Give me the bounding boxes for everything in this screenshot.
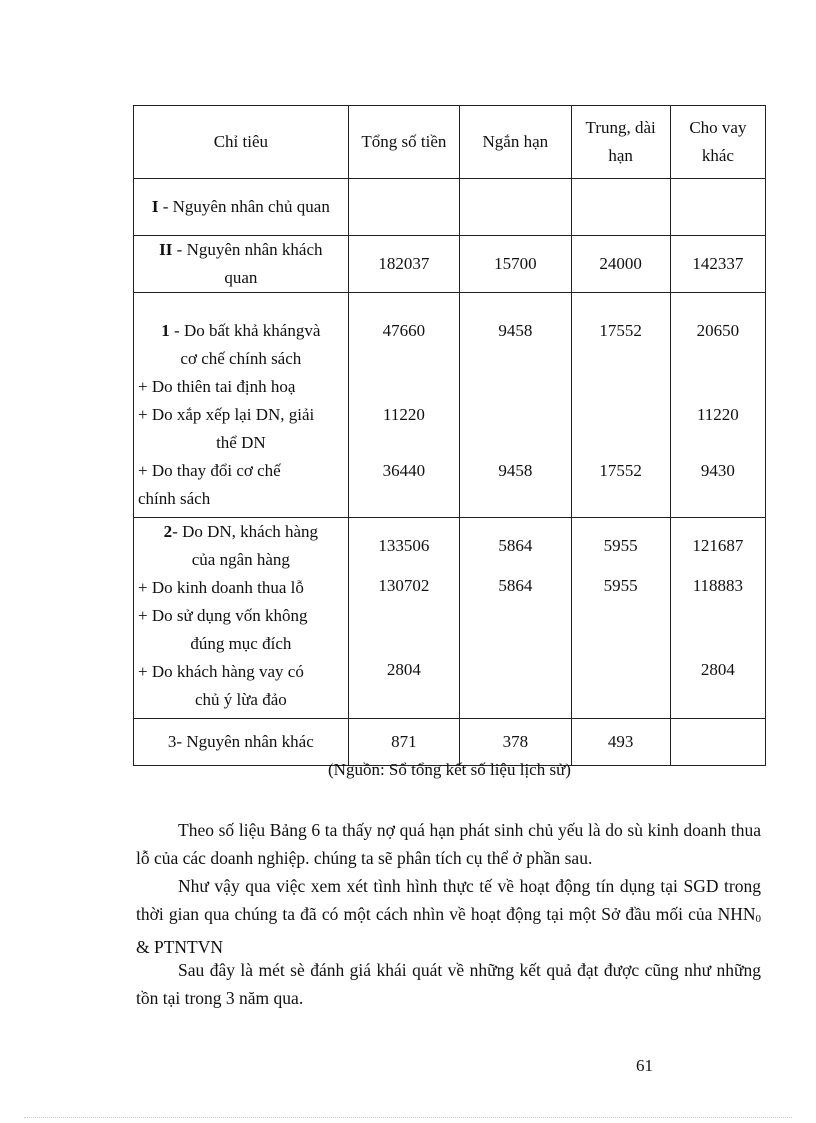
header-trung-dai-han: Trung, dài hạn <box>571 106 670 179</box>
row-ii-total: 182037 <box>348 236 459 293</box>
paragraph-1: Theo số liệu Bảng 6 ta thấy nợ quá hạn phát sinh chủ yếu là do sù kinh doanh thua lỗ của các doanh nghiệp. chúng ta sẽ phân tích cụ thể ở phần sau. <box>136 820 761 868</box>
header-cho-vay-khac: Cho vay khác <box>670 106 765 179</box>
row-3-other <box>670 719 765 766</box>
group1-short-col: 9458 9458 <box>460 293 571 518</box>
row-3-medium: 493 <box>571 719 670 766</box>
overdue-debt-table <box>133 105 766 766</box>
table-header-row <box>134 106 766 179</box>
paragraph-2: Như vậy qua việc xem xét tình hình thực tế về hoạt động tín dụng tại SGD trong thời gian qua chúng ta đã có một cách nhìn về hoạt động tại một Sở đầu mối của NHN0 & PTNTVN <box>136 876 761 957</box>
table-row <box>134 179 766 236</box>
row-3-label: 3- Nguyên nhân khác <box>134 719 349 766</box>
group2-medium-col: 5955 5955 <box>571 518 670 719</box>
table-row <box>134 518 766 719</box>
group1-other-col: 20650 11220 9430 <box>670 293 765 518</box>
table-row <box>134 236 766 293</box>
group1-medium-col: 17552 17552 <box>571 293 670 518</box>
table-source-note: (Nguồn: Sổ tổng kết số liệu lịch sử) <box>328 760 571 779</box>
row-ii-label: II - Nguyên nhân khách quan <box>134 236 349 293</box>
row-ii-medium: 24000 <box>571 236 670 293</box>
group1-labels: 1 - Do bất khả khángvà cơ chế chính sách + Do thiên tai định hoạ + Do xắp xếp lại DN, giải thể DN + Do thay đổi cơ chế chính sách <box>134 293 349 518</box>
page-number: 61 <box>636 1056 653 1075</box>
table-row <box>134 293 766 518</box>
row-ii-other: 142337 <box>670 236 765 293</box>
row-3-total: 871 <box>348 719 459 766</box>
row-i-label: I - Nguyên nhân chủ quan <box>134 179 349 236</box>
header-tong-so-tien: Tổng số tiền <box>348 106 459 179</box>
group2-total-col: 133506 130702 2804 <box>348 518 459 719</box>
group2-short-col: 5864 5864 <box>460 518 571 719</box>
group2-labels: 2- Do DN, khách hàng của ngân hàng + Do kinh doanh thua lỗ + Do sử dụng vốn không đúng mục đích + Do khách hàng vay có chủ ý lừa đảo <box>134 518 349 719</box>
header-chi-tieu: Chỉ tiêu <box>134 106 349 179</box>
group2-other-col: 121687 118883 2804 <box>670 518 765 719</box>
paragraph-3: Sau đây là mét sè đánh giá khái quát về những kết quả đạt được cũng như những tồn tại trong 3 năm qua. <box>136 960 761 1008</box>
group1-total-col: 47660 11220 36440 <box>348 293 459 518</box>
table-row <box>134 719 766 766</box>
header-ngan-han: Ngắn hạn <box>460 106 571 179</box>
row-ii-short: 15700 <box>460 236 571 293</box>
row-3-short: 378 <box>460 719 571 766</box>
footer-divider <box>24 1117 792 1118</box>
